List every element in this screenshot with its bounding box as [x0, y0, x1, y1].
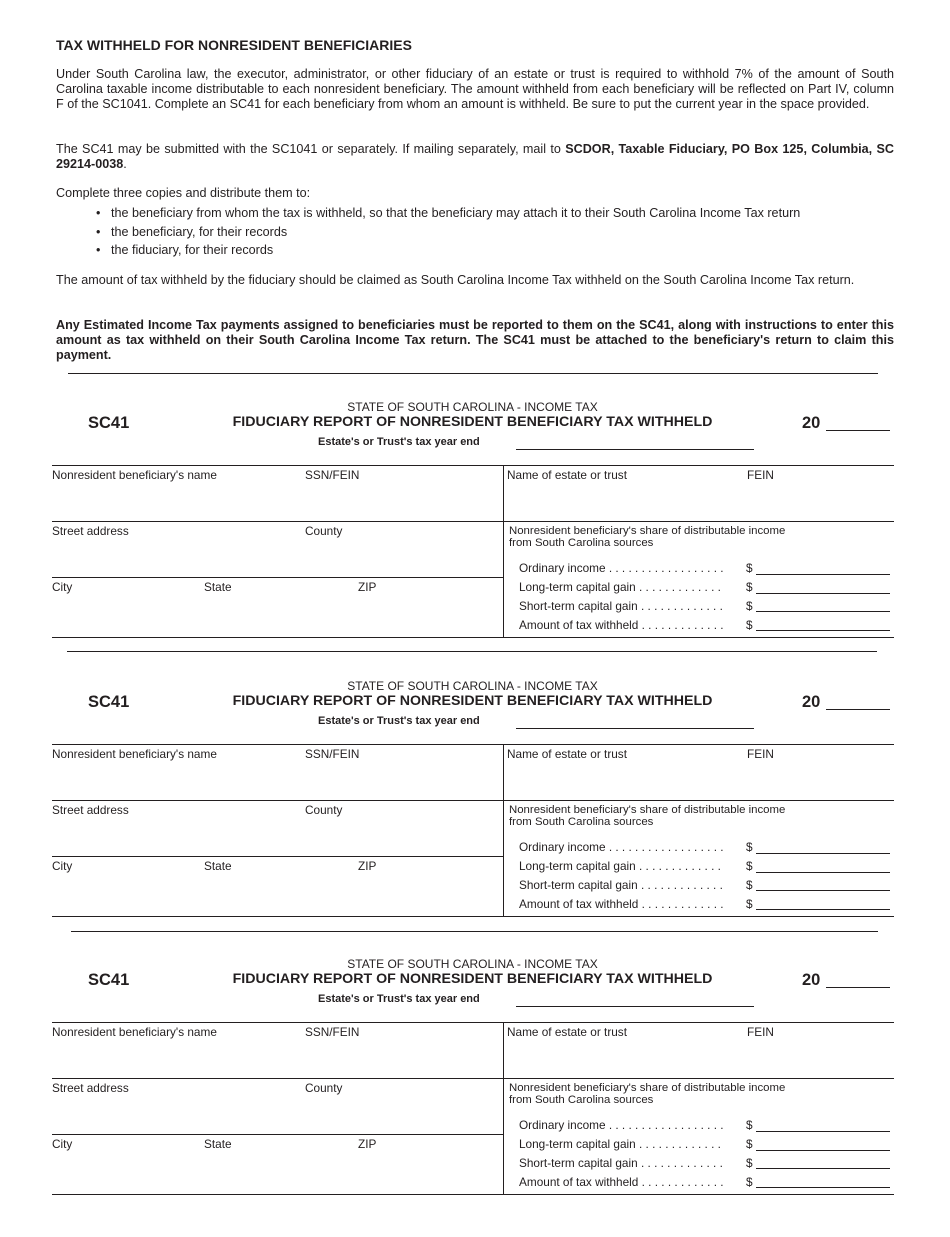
short-term-gain-label: Short-term capital gain . . . . . . . . . . . . . — [519, 1156, 723, 1170]
dollar-sign: $ — [746, 618, 753, 632]
share-label-line-2: from South Carolina sources — [509, 537, 654, 549]
county-label: County — [305, 803, 343, 817]
year-input[interactable] — [826, 430, 890, 431]
dollar-sign: $ — [746, 1156, 753, 1170]
ordinary-income-label: Ordinary income . . . . . . . . . . . . . . . . . . — [519, 1118, 724, 1132]
dollar-sign: $ — [746, 599, 753, 613]
beneficiary-name-label: Nonresident beneficiary's name — [52, 1025, 217, 1039]
form-heading: FIDUCIARY REPORT OF NONRESIDENT BENEFICIARY TAX WITHHELD — [232, 693, 713, 709]
tax-withheld-label: Amount of tax withheld . . . . . . . . . . . . . — [519, 1175, 724, 1189]
tax-year-end-input[interactable] — [516, 1006, 754, 1007]
distribution-list — [94, 204, 800, 260]
short-term-gain-input[interactable] — [756, 1168, 890, 1169]
year-prefix: 20 — [802, 414, 821, 432]
city-label: City — [52, 580, 73, 594]
tax-year-end-input[interactable] — [516, 728, 754, 729]
estate-name-label: Name of estate or trust — [507, 747, 627, 761]
city-label: City — [52, 1137, 73, 1151]
fein-label: FEIN — [747, 1025, 774, 1039]
dollar-sign: $ — [746, 859, 753, 873]
instructions-paragraph-withholding: Under South Carolina law, the executor, administrator, or other fiduciary of an estate or trust is required to withhold 7% of the amount of South Carolina taxable income distributable to each nonresident beneficiary. The amount withheld from each beneficiary will be reflected on Part IV, column F of the SC1041. Complete an SC41 for each beneficiary from whom an amount is withheld. Be sure to put the current year in the space provided. — [56, 67, 894, 111]
street-address-label: Street address — [52, 803, 129, 817]
instructions-paragraph-copies: Complete three copies and distribute them to: — [56, 186, 311, 200]
year-prefix: 20 — [802, 971, 821, 989]
list-item: • the beneficiary from whom the tax is withheld, so that the beneficiary may attach it to their South Carolina Income Tax return — [94, 204, 800, 223]
short-term-gain-label: Short-term capital gain . . . . . . . . . . . . . — [519, 878, 723, 892]
ssn-fein-label: SSN/FEIN — [305, 1025, 360, 1039]
mailing-text: The SC41 may be submitted with the SC1041 or separately. If mailing separately, mail to — [56, 142, 566, 156]
share-label-line-1: Nonresident beneficiary's share of distributable income — [509, 804, 786, 816]
street-address-label: Street address — [52, 1081, 129, 1095]
mailing-period: . — [123, 157, 127, 171]
county-label: County — [305, 524, 343, 538]
beneficiary-name-label: Nonresident beneficiary's name — [52, 747, 217, 761]
form-id: SC41 — [88, 414, 130, 432]
fein-label: FEIN — [747, 468, 774, 482]
long-term-gain-input[interactable] — [756, 1150, 890, 1151]
dollar-sign: $ — [746, 1137, 753, 1151]
ordinary-income-input[interactable] — [756, 574, 890, 575]
county-label: County — [305, 1081, 343, 1095]
grid-line-top — [52, 1022, 894, 1023]
tax-year-end-label: Estate's or Trust's tax year end — [318, 715, 480, 727]
street-address-label: Street address — [52, 524, 129, 538]
share-label-line-2: from South Carolina sources — [509, 1094, 654, 1106]
fein-label: FEIN — [747, 747, 774, 761]
tax-year-end-label: Estate's or Trust's tax year end — [318, 993, 480, 1005]
agency-label: STATE OF SOUTH CAROLINA - INCOME TAX — [347, 400, 598, 414]
zip-label: ZIP — [358, 1137, 377, 1151]
grid-line-row-2 — [52, 800, 894, 801]
ordinary-income-label: Ordinary income . . . . . . . . . . . . . . . . . . — [519, 561, 724, 575]
state-label: State — [204, 859, 232, 873]
grid-line-row-3 — [52, 1134, 503, 1135]
grid-line-bottom — [52, 1194, 894, 1195]
state-label: State — [204, 1137, 232, 1151]
city-label: City — [52, 859, 73, 873]
dollar-sign: $ — [746, 1175, 753, 1189]
tax-withheld-input[interactable] — [756, 909, 890, 910]
grid-line-row-2 — [52, 521, 894, 522]
ordinary-income-input[interactable] — [756, 1131, 890, 1132]
long-term-gain-input[interactable] — [756, 872, 890, 873]
beneficiary-name-label: Nonresident beneficiary's name — [52, 468, 217, 482]
long-term-gain-label: Long-term capital gain . . . . . . . . . . . . . — [519, 580, 721, 594]
long-term-gain-label: Long-term capital gain . . . . . . . . . . . . . — [519, 1137, 721, 1151]
short-term-gain-label: Short-term capital gain . . . . . . . . . . . . . — [519, 599, 723, 613]
tax-withheld-label: Amount of tax withheld . . . . . . . . . . . . . — [519, 618, 724, 632]
zip-label: ZIP — [358, 580, 377, 594]
estate-name-label: Name of estate or trust — [507, 468, 627, 482]
ordinary-income-label: Ordinary income . . . . . . . . . . . . . . . . . . — [519, 840, 724, 854]
form-heading: FIDUCIARY REPORT OF NONRESIDENT BENEFICIARY TAX WITHHELD — [232, 971, 713, 987]
tax-year-end-label: Estate's or Trust's tax year end — [318, 436, 480, 448]
dollar-sign: $ — [746, 840, 753, 854]
short-term-gain-input[interactable] — [756, 611, 890, 612]
list-item: • the beneficiary, for their records — [94, 223, 800, 242]
agency-label: STATE OF SOUTH CAROLINA - INCOME TAX — [347, 957, 598, 971]
ssn-fein-label: SSN/FEIN — [305, 468, 360, 482]
share-label-line-2: from South Carolina sources — [509, 816, 654, 828]
grid-line-bottom — [52, 637, 894, 638]
sc41-coupon — [0, 957, 950, 1237]
instructions-paragraph-mailing — [56, 142, 894, 172]
grid-line-top — [52, 465, 894, 466]
grid-line-vertical — [503, 465, 504, 637]
long-term-gain-label: Long-term capital gain . . . . . . . . . . . . . — [519, 859, 721, 873]
dollar-sign: $ — [746, 878, 753, 892]
ordinary-income-input[interactable] — [756, 853, 890, 854]
grid-line-vertical — [503, 1022, 504, 1194]
sc41-coupon — [0, 400, 950, 680]
instructions-title: TAX WITHHELD FOR NONRESIDENT BENEFICIARIES — [56, 37, 412, 53]
grid-line-top — [52, 744, 894, 745]
grid-line-row-3 — [52, 577, 503, 578]
form-id: SC41 — [88, 693, 130, 711]
sc41-coupon — [0, 679, 950, 959]
form-id: SC41 — [88, 971, 130, 989]
year-input[interactable] — [826, 987, 890, 988]
instructions-paragraph-claim: The amount of tax withheld by the fiduciary should be claimed as South Carolina Income Tax withheld on the South Carolina Income Tax return. — [56, 273, 855, 287]
short-term-gain-input[interactable] — [756, 890, 890, 891]
section-divider — [68, 373, 878, 374]
dollar-sign: $ — [746, 897, 753, 911]
agency-label: STATE OF SOUTH CAROLINA - INCOME TAX — [347, 679, 598, 693]
instructions-paragraph-estimated-tax: Any Estimated Income Tax payments assigned to beneficiaries must be reported to them on the SC41, along with instructions to enter this amount as tax withheld on their South Carolina Income Tax return. The SC41 must be attached to the beneficiary's return to claim this payment. — [56, 318, 894, 362]
ssn-fein-label: SSN/FEIN — [305, 747, 360, 761]
tax-withheld-input[interactable] — [756, 630, 890, 631]
tax-withheld-label: Amount of tax withheld . . . . . . . . . . . . . — [519, 897, 724, 911]
year-input[interactable] — [826, 709, 890, 710]
state-label: State — [204, 580, 232, 594]
grid-line-bottom — [52, 916, 894, 917]
share-label-line-1: Nonresident beneficiary's share of distributable income — [509, 1082, 786, 1094]
list-item: • the fiduciary, for their records — [94, 241, 800, 260]
zip-label: ZIP — [358, 859, 377, 873]
grid-line-row-2 — [52, 1078, 894, 1079]
dollar-sign: $ — [746, 580, 753, 594]
grid-line-row-3 — [52, 856, 503, 857]
mailing-address: SCDOR, Taxable Fiduciary, PO Box 125, Columbia, SC 29214-0038 — [56, 142, 894, 171]
tax-withheld-input[interactable] — [756, 1187, 890, 1188]
long-term-gain-input[interactable] — [756, 593, 890, 594]
estate-name-label: Name of estate or trust — [507, 1025, 627, 1039]
share-label-line-1: Nonresident beneficiary's share of distributable income — [509, 525, 786, 537]
dollar-sign: $ — [746, 561, 753, 575]
dollar-sign: $ — [746, 1118, 753, 1132]
form-heading: FIDUCIARY REPORT OF NONRESIDENT BENEFICIARY TAX WITHHELD — [232, 414, 713, 430]
grid-line-vertical — [503, 744, 504, 916]
tax-year-end-input[interactable] — [516, 449, 754, 450]
year-prefix: 20 — [802, 693, 821, 711]
